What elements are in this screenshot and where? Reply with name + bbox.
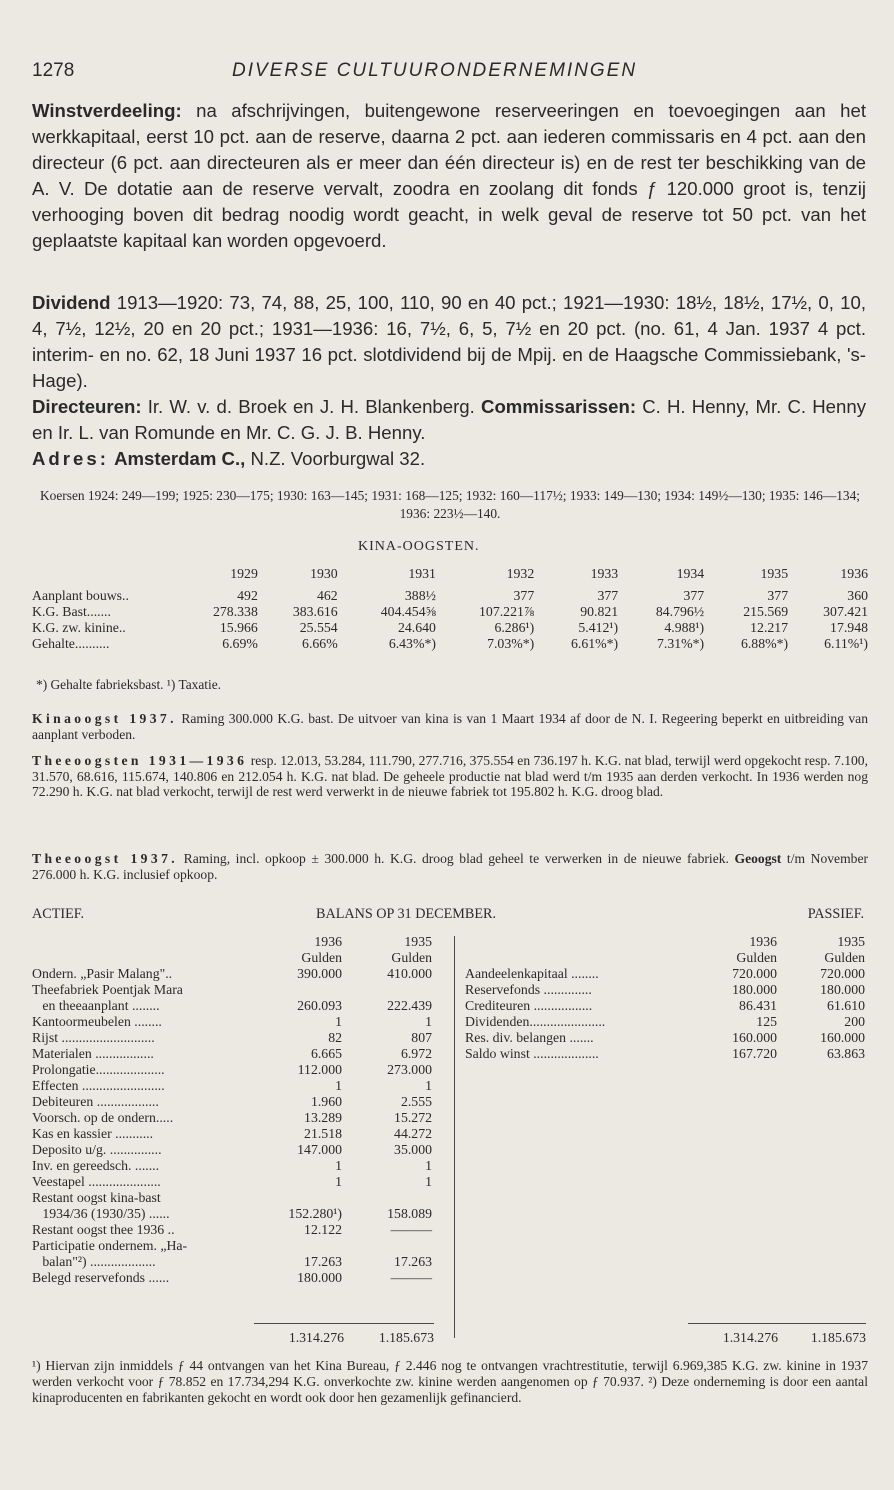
actief-row: [32, 982, 432, 998]
actief-value: ———: [390, 1270, 432, 1285]
kina-cell: 388½: [404, 588, 436, 603]
kina-year: 1929: [230, 566, 258, 581]
passief-total-1936: 1.314.276: [722, 1330, 778, 1345]
koersen-line: Koersen 1924: 249—199; 1925: 230—175; 1930: 163—145; 1931: 168—125; 1932: 160—117½; 1933: 149—130; 1934: 149½—130; 1935: 146—134; 1936: 223½—140.: [39, 488, 861, 521]
actief-row: [32, 1254, 432, 1270]
actief-value: 1: [335, 1174, 342, 1189]
actief-value: 1: [425, 1014, 432, 1029]
directeuren-text: Ir. W. v. d. Broek en J. H. Blankenberg.: [141, 396, 475, 417]
kina-cell: 377: [767, 588, 789, 603]
kina-cell: 24.640: [398, 620, 436, 635]
actief-value: 112.000: [297, 1062, 342, 1077]
kina-cell: 215.569: [743, 604, 789, 619]
passief-value: 180.000: [820, 982, 865, 997]
passief-value: 180.000: [732, 982, 777, 997]
kina-cell: 404.454⅝: [380, 604, 436, 619]
winstverdeeling-label: Winstverdeeling:: [32, 100, 182, 121]
passief-unit-row: [465, 950, 865, 966]
kina-table-title: KINA-OOGSTEN.: [358, 539, 480, 554]
passief-row: [465, 1030, 865, 1046]
actief-value: 21.518: [304, 1126, 342, 1141]
commissarissen-text: C. H. Henny, Mr. C. Henny en Ir. L. van Romunde en Mr. C. G. J. B. Henny.: [32, 396, 866, 443]
kina-cell: 15.966: [219, 620, 258, 635]
kina-year: 1934: [676, 566, 705, 581]
kinaoogst-note: [32, 711, 868, 742]
adres-city: Amsterdam C.,: [114, 448, 246, 469]
kina-row: [32, 588, 868, 604]
kina-cell: 6.286¹): [494, 620, 535, 635]
actief-row-label: en theeaanplant ........: [32, 998, 160, 1013]
dividend-text: 1913—1920: 73, 74, 88, 25, 100, 110, 90 en 40 pct.; 1921—1930: 18½, 18½, 17½, 0, 10, 4, 7½, 12½, 20 en 20 pct.; 1931—1936: 16, 7½, 6, 5, 7½ en 20 pct. (no. 61, 4 Jan. 1937 4 pct. interim- en no. 62, 18 Juni 1937 16 pct. slotdividend bij de Mpij. en de Haagsche Commissiebank, 's-Hage).: [32, 292, 866, 391]
commissarissen-label: Commissarissen:: [481, 396, 637, 417]
col-unit: Gulden: [301, 950, 342, 965]
theeoogst-1937-text2: t/m November 276.000 h. K.G. inclusief opkoop.: [32, 851, 869, 882]
passief-total-rule: [688, 1323, 866, 1324]
balans-divider: [454, 936, 455, 1338]
actief-value: 807: [411, 1030, 432, 1045]
theeoogst-1937-label: Theeoogst 1937.: [32, 851, 179, 866]
passief-total-1935: 1.185.673: [810, 1330, 866, 1345]
actief-value: 1: [425, 1174, 432, 1189]
actief-row-label: Kas en kassier ...........: [32, 1126, 154, 1141]
actief-value: 1: [335, 1014, 342, 1029]
directie-paragraph: [32, 394, 866, 446]
actief-value: [342, 1190, 432, 1206]
page-header: [30, 60, 870, 90]
col-unit: Gulden: [736, 950, 777, 965]
kina-cell: 7.03%*): [487, 636, 535, 651]
actief-row: [32, 1190, 432, 1206]
kina-table: [32, 566, 868, 652]
passief-row: [465, 1046, 865, 1062]
kina-cell: 12.217: [750, 620, 789, 635]
col-year: 1936: [749, 934, 777, 949]
passief-value: 61.610: [827, 998, 865, 1013]
actief-row-label: Participatie ondernem. „Ha-: [32, 1238, 188, 1253]
kina-cell: 4.988¹): [664, 620, 705, 635]
actief-label: ACTIEF.: [32, 906, 85, 922]
balans-title: BALANS OP 31 DECEMBER.: [316, 906, 496, 922]
actief-row: [32, 1158, 432, 1174]
actief-value: 152.280¹): [288, 1206, 342, 1221]
actief-row-label: Deposito u/g. ...............: [32, 1142, 162, 1157]
passief-value: 86.431: [739, 998, 777, 1013]
actief-row: [32, 1222, 432, 1238]
dividend-paragraph: [32, 290, 866, 394]
kina-cell: 462: [316, 588, 338, 603]
kina-cell: 17.948: [830, 620, 868, 635]
passief-value: 200: [844, 1014, 865, 1029]
actief-value: 260.093: [297, 998, 342, 1013]
actief-value: 410.000: [387, 966, 432, 981]
actief-value: [342, 982, 432, 998]
actief-row: [32, 1078, 432, 1094]
kinaoogst-text: Raming 300.000 K.G. bast. De uitvoer van kina is van 1 Maart 1934 af door de N. I. Regeering beperkt en uitbreiding van aanplant verboden.: [32, 711, 868, 742]
actief-value: [254, 1190, 342, 1206]
balans-header: [32, 906, 868, 924]
running-title: DIVERSE CULTUURONDERNEMINGEN: [232, 60, 638, 81]
kinaoogst-label: Kinaoogst 1937.: [32, 711, 177, 726]
passief-value: 125: [756, 1014, 777, 1029]
theeoogsten-note: [32, 753, 868, 800]
kina-cell: 492: [237, 588, 258, 603]
kina-cell: 307.421: [823, 604, 868, 619]
actief-value: 1: [425, 1158, 432, 1173]
kina-cell: 25.554: [299, 620, 338, 635]
passief-table: [465, 934, 865, 1062]
actief-row: [32, 1206, 432, 1222]
kina-cell: 360: [847, 588, 868, 603]
kina-cell: 377: [513, 588, 535, 603]
actief-row-label: Inv. en gereedsch. .......: [32, 1158, 160, 1173]
dividend-label: Dividend: [32, 292, 111, 313]
actief-row-label: Voorsch. op de ondern.....: [32, 1110, 174, 1125]
winstverdeeling-paragraph: [32, 98, 866, 254]
kina-cell: 5.412¹): [578, 620, 619, 635]
actief-value: 2.555: [400, 1094, 432, 1109]
actief-row-label: 1934/36 (1930/35) ......: [32, 1206, 170, 1221]
actief-row: [32, 966, 432, 982]
actief-value: 15.272: [394, 1110, 432, 1125]
kina-row-label: Aanplant bouws..: [32, 588, 129, 603]
kina-cell: 278.338: [213, 604, 258, 619]
actief-total-rule: [254, 1323, 434, 1324]
kina-cell: 377: [683, 588, 705, 603]
kina-year: 1932: [506, 566, 535, 581]
passief-value: 160.000: [732, 1030, 777, 1045]
kina-year: 1936: [840, 566, 868, 581]
kina-year: 1935: [760, 566, 789, 581]
kina-cell: 6.69%: [222, 636, 258, 651]
passief-year-row: [465, 934, 865, 950]
kina-year: 1930: [310, 566, 338, 581]
actief-value: 1: [335, 1158, 342, 1173]
actief-row-label: Rijst ...........................: [32, 1030, 155, 1045]
adres-paragraph: [32, 446, 866, 472]
passief-row-label: Res. div. belangen .......: [465, 1030, 594, 1045]
actief-row-label: Belegd reservefonds ......: [32, 1270, 170, 1285]
adres-text: N.Z. Voorburgwal 32.: [245, 448, 426, 469]
actief-row: [32, 1270, 432, 1286]
actief-row-label: Restant oogst kina-bast: [32, 1190, 161, 1205]
actief-totals: [254, 1330, 434, 1346]
actief-row-label: Effecten ........................: [32, 1078, 165, 1093]
kina-cell: 6.11%¹): [824, 636, 868, 651]
passief-row-label: Aandeelenkapitaal ........: [465, 966, 599, 981]
actief-total-1936: 1.314.276: [288, 1330, 344, 1345]
actief-row: [32, 1238, 432, 1254]
actief-value: 12.122: [304, 1222, 342, 1237]
actief-value: 147.000: [297, 1142, 342, 1157]
actief-value: 6.972: [400, 1046, 432, 1061]
kina-cell: 90.821: [580, 604, 619, 619]
actief-value: [254, 1238, 342, 1254]
kina-cell: 107.221⅞: [479, 604, 535, 619]
actief-value: 17.263: [304, 1254, 342, 1269]
actief-row-label: balan"²) ...................: [32, 1254, 156, 1269]
actief-value: ———: [390, 1222, 432, 1237]
passief-value: 160.000: [820, 1030, 865, 1045]
passief-row: [465, 998, 865, 1014]
actief-row: [32, 1142, 432, 1158]
actief-row-label: Materialen .................: [32, 1046, 154, 1061]
col-unit: Gulden: [391, 950, 432, 965]
kina-year: 1931: [408, 566, 436, 581]
actief-row: [32, 1174, 432, 1190]
theeoogsten-text: resp. 12.013, 53.284, 111.790, 277.716, 375.554 en 736.197 h. K.G. nat blad, terwijl werd opgekocht resp. 7.100, 31.570, 68.616, 115.674, 140.806 en 212.054 h. K.G. nat blad. De geheele productie nat blad werd t/m 1935 aan derden verkocht. In 1936 werden nog 72.290 h. K.G. nat blad verkocht, terwijl de rest werd verwerkt in de nieuwe fabriek tot 195.802 h. K.G. droog blad.: [32, 753, 869, 799]
actief-value: 35.000: [394, 1142, 432, 1157]
kina-cell: 7.31%*): [657, 636, 705, 651]
actief-row: [32, 1062, 432, 1078]
actief-value: 1: [425, 1078, 432, 1093]
passief-row-label: Crediteuren .................: [465, 998, 593, 1013]
winstverdeeling-text: na afschrijvingen, buitengewone reserveeringen en toevoegingen aan het werkkapitaal, eerst 10 pct. aan de reserve, daarna 2 pct. aan iederen commissaris en 4 pct. aan den directeur (6 pct. aan directeuren als er meer dan één directeur is) en de rest ter beschikking van de A. V. De dotatie aan de reserve vervalt, zoodra en zoolang dit fonds ƒ 120.000 groot is, tenzij verhooging boven dit bedrag noodig wordt geacht, in welk geval de reserve tot 50 pct. van het geplaatste kapitaal kan worden opgevoerd.: [32, 100, 866, 251]
kina-cell: 84.796½: [655, 604, 705, 619]
kina-cell: 6.43%*): [388, 636, 436, 651]
actief-value: 82: [328, 1030, 342, 1045]
actief-value: 180.000: [297, 1270, 342, 1285]
kina-cell: 6.66%: [302, 636, 338, 651]
actief-row: [32, 1126, 432, 1142]
kina-year: 1933: [590, 566, 619, 581]
passief-row: [465, 982, 865, 998]
kina-row: [32, 636, 868, 652]
kina-row-label: Gehalte..........: [32, 636, 110, 651]
theeoogsten-label: Theeoogsten 1931—1936: [32, 753, 248, 768]
theeoogst-1937-note: [32, 851, 868, 882]
actief-row-label: Debiteuren ..................: [32, 1094, 159, 1109]
passief-row: [465, 966, 865, 982]
kina-row-label: K.G. Bast.......: [32, 604, 111, 619]
kina-cell: 6.61%*): [571, 636, 619, 651]
actief-row: [32, 998, 432, 1014]
actief-value: 273.000: [387, 1062, 432, 1077]
actief-value: 44.272: [394, 1126, 432, 1141]
passief-value: 720.000: [820, 966, 865, 981]
geoogst-label: Geoogst: [728, 851, 782, 866]
actief-row: [32, 1030, 432, 1046]
kina-cell: 383.616: [292, 604, 338, 619]
passief-value: 167.720: [732, 1046, 777, 1061]
actief-value: 390.000: [297, 966, 342, 981]
kina-cell: 6.88%*): [740, 636, 789, 651]
actief-value: 222.439: [387, 998, 432, 1013]
passief-row-label: Reservefonds ..............: [465, 982, 592, 997]
kina-cell: 377: [597, 588, 619, 603]
passief-row: [465, 1014, 865, 1030]
actief-value: 1.960: [310, 1094, 342, 1109]
footnote: ¹) Hiervan zijn inmiddels ƒ 44 ontvangen van het Kina Bureau, ƒ 2.446 nog te ontvangen vrachtrestitutie, terwijl 6.969,385 K.G. zw. kinine in 1937 werden verkocht voor ƒ 78.852 en 17.734,294 K.G. onverkochte zw. kinine werden aangenomen op ƒ 70.937. ²) Deze onderneming is door een aantal kinaproducenten en fabrikanten gekocht en wordt ook door hen gezamenlijk gefinancierd.: [32, 1358, 868, 1405]
passief-row-label: Dividenden......................: [465, 1014, 606, 1029]
actief-value: 17.263: [394, 1254, 432, 1269]
actief-row: [32, 1094, 432, 1110]
actief-year-row: [32, 934, 432, 950]
actief-table: [32, 934, 432, 1286]
actief-row-label: Prolongatie....................: [32, 1062, 165, 1077]
passief-value: 63.863: [827, 1046, 865, 1061]
passief-totals: [688, 1330, 866, 1346]
actief-value: [254, 982, 342, 998]
actief-row-label: Restant oogst thee 1936 ..: [32, 1222, 175, 1237]
adres-label: Adres:: [32, 448, 109, 469]
actief-row-label: Ondern. „Pasir Malang"..: [32, 966, 173, 981]
actief-value: 13.289: [304, 1110, 342, 1125]
col-year: 1935: [404, 934, 432, 949]
theeoogst-1937-text: Raming, incl. opkoop ± 300.000 h. K.G. droog blad geheel te verwerken in de nieuwe fabriek.: [178, 851, 729, 866]
kina-row: [32, 620, 868, 636]
col-unit: Gulden: [824, 950, 865, 965]
kina-row: [32, 604, 868, 620]
kina-table-note: *) Gehalte fabrieksbast. ¹) Taxatie.: [36, 677, 222, 692]
actief-value: 1: [335, 1078, 342, 1093]
actief-value: [342, 1238, 432, 1254]
actief-row: [32, 1014, 432, 1030]
passief-row-label: Saldo winst ...................: [465, 1046, 599, 1061]
actief-row-label: Veestapel .....................: [32, 1174, 161, 1189]
actief-unit-row: [32, 950, 432, 966]
col-year: 1936: [314, 934, 342, 949]
actief-value: 158.089: [387, 1206, 432, 1221]
directeuren-label: Directeuren:: [32, 396, 142, 417]
actief-value: 6.665: [310, 1046, 342, 1061]
actief-row: [32, 1110, 432, 1126]
passief-value: 720.000: [732, 966, 777, 981]
actief-row-label: Kantoormeubelen ........: [32, 1014, 162, 1029]
actief-row-label: Theefabriek Poentjak Mara: [32, 982, 183, 997]
kina-year-row: [32, 566, 868, 588]
kina-row-label: K.G. zw. kinine..: [32, 620, 126, 635]
col-year: 1935: [837, 934, 865, 949]
page-number: 1278: [32, 60, 75, 81]
passief-label: PASSIEF.: [807, 906, 864, 922]
actief-total-1935: 1.185.673: [378, 1330, 434, 1345]
actief-row: [32, 1046, 432, 1062]
